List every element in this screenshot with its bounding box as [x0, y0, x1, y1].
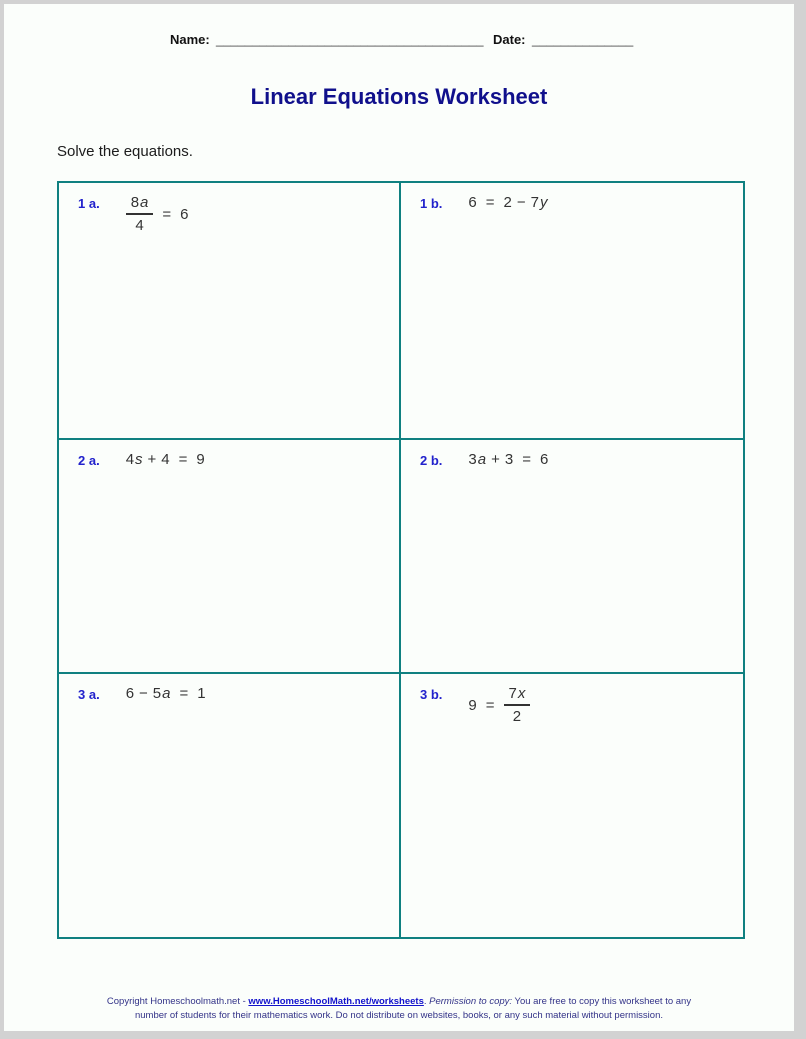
problem-label-2a: 2 a. — [78, 453, 100, 468]
equation-token: 4 — [161, 451, 170, 468]
equation-token: = — [162, 205, 172, 223]
equation-tokens — [468, 194, 547, 211]
problem-cell-2b — [401, 440, 743, 674]
fraction-numerator — [126, 194, 154, 215]
equation-token: 3 — [468, 451, 477, 468]
equation-3a — [126, 685, 206, 702]
equation-token: 2 — [512, 708, 522, 725]
equation-token: 8 — [130, 194, 140, 211]
equation-tokens — [126, 451, 205, 468]
equation-token: a — [162, 685, 171, 702]
equation-token: 6 — [539, 451, 549, 468]
problem-label-1b: 1 b. — [420, 196, 443, 211]
equation-token: y — [539, 194, 548, 211]
fraction-numerator — [504, 685, 531, 706]
footer-copyright-text: Copyright Homeschoolmath.net - — [106, 996, 249, 1007]
equation-token: 2 — [503, 194, 512, 211]
equation-token: 9 — [196, 451, 205, 468]
equation-1a — [126, 194, 189, 234]
equation-token: − — [516, 194, 526, 211]
equation-token: = — [179, 685, 189, 702]
footer-dot: . — [423, 996, 430, 1007]
equation-tokens — [153, 206, 188, 223]
fraction-denominator — [513, 706, 521, 725]
name-label: Name: — [170, 32, 210, 47]
equation-token: = — [178, 451, 188, 468]
fraction-denominator — [135, 215, 143, 234]
problems-table — [57, 181, 745, 939]
equation-token: + — [147, 451, 157, 468]
equation-token: 3 — [504, 451, 514, 468]
equation-token: 6 — [468, 194, 477, 211]
page-title: Linear Equations Worksheet — [250, 84, 548, 109]
footer-line-2: number of students for their mathematics work. Do not distribute on websites, books, or any such material without permission. — [134, 1009, 663, 1021]
equation-token: s — [135, 451, 143, 468]
equation-token: 5 — [152, 685, 162, 702]
worksheets-link[interactable]: www.HomeschoolMath.net/worksheets — [248, 996, 424, 1007]
equation-token: 4 — [135, 217, 144, 234]
equation-token: 1 — [197, 685, 206, 702]
name-blank-line: _____________________________________ — [216, 32, 484, 47]
equation-token: 7 — [508, 685, 517, 702]
equation-tokens — [126, 685, 206, 702]
equation-token: 4 — [125, 451, 135, 468]
equation-3b — [468, 685, 530, 725]
equation-2b — [468, 451, 548, 468]
equation-token: = — [485, 696, 495, 714]
fraction-1a — [126, 194, 154, 234]
equation-token: x — [517, 685, 526, 702]
equation-tokens — [468, 451, 548, 468]
date-label: Date: — [493, 32, 526, 47]
problem-label-1a: 1 a. — [78, 196, 100, 211]
equation-token: = — [485, 194, 495, 211]
fraction-3b — [504, 685, 531, 725]
equation-token: + — [491, 451, 500, 468]
equation-token: 7 — [530, 194, 539, 211]
equation-token: a — [140, 194, 149, 211]
worksheet-page — [4, 4, 794, 1031]
problem-cell-1a — [59, 183, 401, 440]
equation-tokens — [468, 697, 503, 714]
problem-cell-2a — [59, 440, 401, 674]
problem-label-2b: 2 b. — [420, 453, 443, 468]
footer-line-1 — [4, 995, 794, 1009]
problem-cell-3a — [59, 674, 401, 937]
problem-cell-1b — [401, 183, 743, 440]
equation-2a — [126, 451, 205, 468]
equation-token: = — [522, 451, 531, 468]
equation-token: 9 — [468, 696, 477, 714]
equation-token: 6 — [125, 685, 135, 702]
date-blank-line: ______________ — [532, 32, 634, 47]
equation-1b — [468, 194, 547, 211]
equation-token: − — [139, 685, 148, 702]
copyright-footer — [4, 995, 794, 1022]
name-date-header — [4, 32, 794, 54]
equation-token: 6 — [180, 205, 189, 223]
problem-label-3a: 3 a. — [78, 687, 100, 702]
problem-label-3b: 3 b. — [420, 687, 443, 702]
permission-to-copy-text: Permission to copy: — [429, 996, 513, 1007]
equation-token: a — [477, 451, 487, 468]
instructions-text: Solve the equations. — [57, 143, 193, 160]
problem-cell-3b — [401, 674, 743, 937]
footer-permission-text: You are free to copy this worksheet to any — [512, 996, 692, 1007]
